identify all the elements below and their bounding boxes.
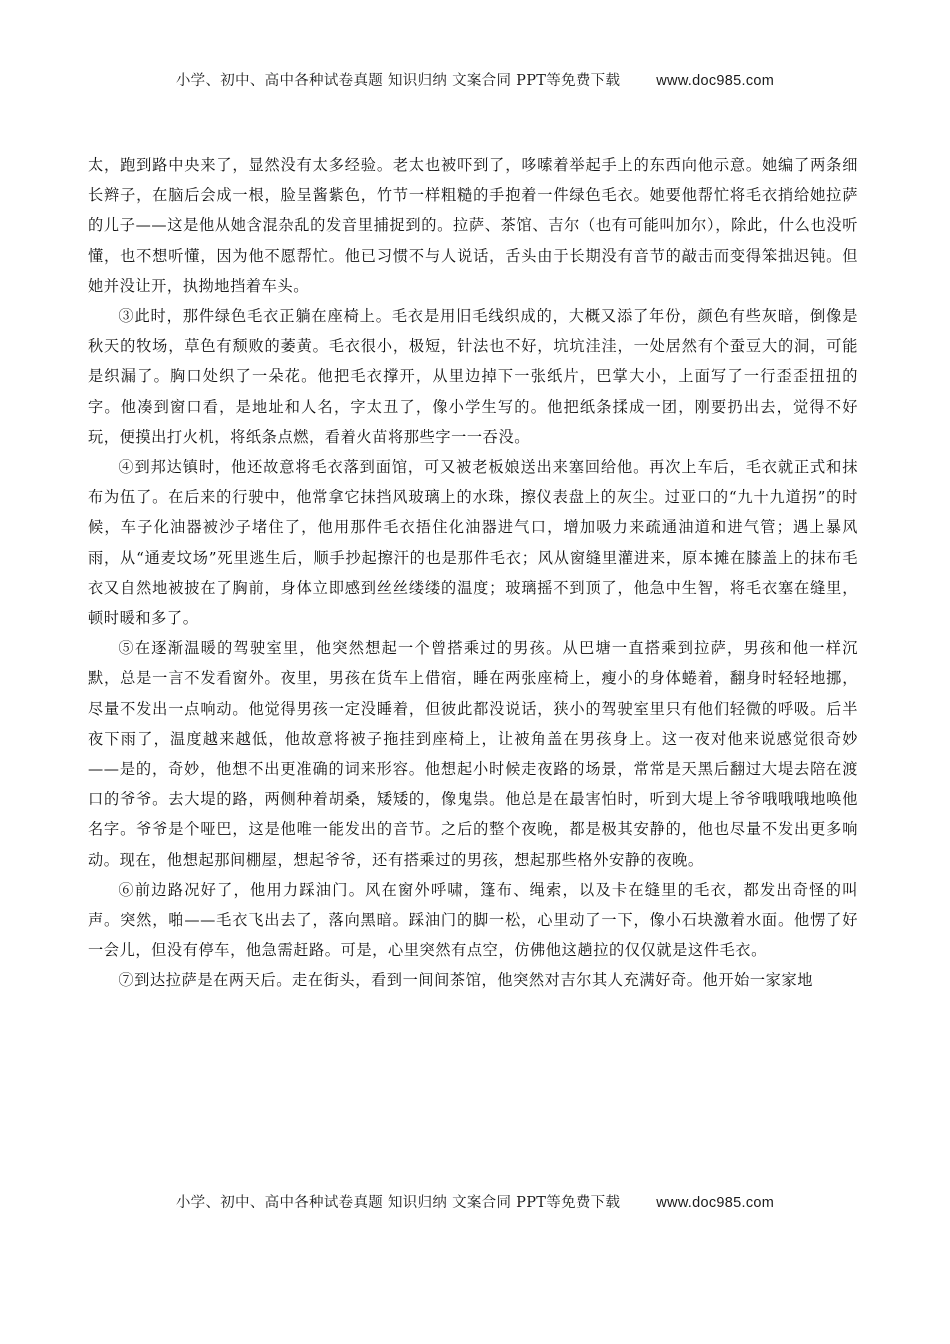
- header-url-link[interactable]: www.doc985.com: [656, 73, 775, 89]
- article-body: [88, 150, 858, 996]
- footer-url-link[interactable]: www.doc985.com: [656, 1195, 775, 1211]
- paragraph-5: ⑤在逐渐温暖的驾驶室里，他突然想起一个曾搭乘过的男孩。从巴塘一直搭乘到拉萨，男孩和他一样沉默，总是一言不发看窗外。夜里，男孩在货车上借宿，睡在两张座椅上，瘦小的身体蜷着，翻身时轻轻地挪，尽量不发出一点响动。他觉得男孩一定没睡着，但彼此都没说话，狭小的驾驶室里只有他们轻微的呼吸。后半夜下雨了，温度越来越低，他故意将被子拖挂到座椅上，让被角盖在男孩身上。这一夜对他来说感觉很奇妙——是的，奇妙，他想不出更准确的词来形容。他想起小时候走夜路的场景，常常是天黑后翻过大堤去陪在渡口的爷爷。去大堤的路，两侧种着胡桑，矮矮的，像鬼祟。他总是在最害怕时，听到大堤上爷爷哦哦哦地唤他名字。爷爷是个哑巴，这是他唯一能发出的音节。之后的整个夜晚，都是极其安静的，他也尽量不发出更多响动。现在，他想起那间棚屋，想起爷爷，还有搭乘过的男孩，想起那些格外安静的夜晚。: [88, 639, 858, 869]
- paragraph-continued: 太，跑到路中央来了，显然没有太多经验。老太也被吓到了，哆嗦着举起手上的东西向他示意。她编了两条细长辫子，在脑后会成一根，脸呈酱紫色，竹节一样粗糙的手抱着一件绿色毛衣。她要他帮忙将毛衣捎给她拉萨的儿子——这是他从她含混杂乱的发音里捕捉到的。拉萨、茶馆、吉尔（也有可能叫加尔），除此，什么也没听懂，也不想听懂，因为他不愿帮忙。他已习惯不与人说话，舌头由于长期没有音节的敲击而变得笨拙迟钝。但她并没让开，执拗地挡着车头。: [88, 156, 858, 295]
- paragraph-7: ⑦到达拉萨是在两天后。走在街头，看到一间间茶馆，他突然对吉尔其人充满好奇。他开始一家家地: [118, 971, 814, 990]
- paragraph-4: ④到邦达镇时，他还故意将毛衣落到面馆，可又被老板娘送出来塞回给他。再次上车后，毛衣就正式和抹布为伍了。在后来的行驶中，他常拿它抹挡风玻璃上的水珠，擦仪表盘上的灰尘。过亚口的“九十九道拐”的时候，车子化油器被沙子堵住了，他用那件毛衣捂住化油器进气口，增加吸力来疏通油道和进气管；遇上暴风雨，从“通麦坟场”死里逃生后，顺手抄起擦汗的也是那件毛衣；风从窗缝里灌进来，原本摊在膝盖上的抹布毛衣又自然地被披在了胸前，身体立即感到丝丝缕缕的温度；玻璃摇不到顶了，他急中生智，将毛衣塞在缝里，顿时暖和多了。: [88, 458, 858, 628]
- paragraph-3: ③此时，那件绿色毛衣正躺在座椅上。毛衣是用旧毛线织成的，大概又添了年份，颜色有些灰暗，倒像是秋天的牧场，草色有颓败的萎黄。毛衣很小，极短，针法也不好，坑坑洼洼，一处居然有个蚕豆大的洞，可能是织漏了。胸口处织了一朵花。他把毛衣撑开，从里边掉下一张纸片，巴掌大小，上面写了一行歪歪扭扭的字。他凑到窗口看，是地址和人名，字太丑了，像小学生写的。他把纸条揉成一团，刚要扔出去，觉得不好玩，便摸出打火机，将纸条点燃，看着火苗将那些字一一吞没。: [88, 307, 858, 446]
- header-text: 小学、初中、高中各种试卷真题 知识归纳 文案合同 PPT等免费下载: [175, 73, 621, 89]
- footer-text: 小学、初中、高中各种试卷真题 知识归纳 文案合同 PPT等免费下载: [175, 1195, 621, 1211]
- page-header: [0, 69, 950, 90]
- paragraph-6: ⑥前边路况好了，他用力踩油门。风在窗外呼啸，篷布、绳索，以及卡在缝里的毛衣，都发出奇怪的叫声。突然，啪——毛衣飞出去了，落向黑暗。踩油门的脚一松，心里动了一下，像小石块激着水面。他愣了好一会儿，但没有停车，他急需赶路。可是，心里突然有点空，仿佛他这趟拉的仅仅就是这件毛衣。: [88, 880, 858, 960]
- page-footer: [0, 1191, 950, 1212]
